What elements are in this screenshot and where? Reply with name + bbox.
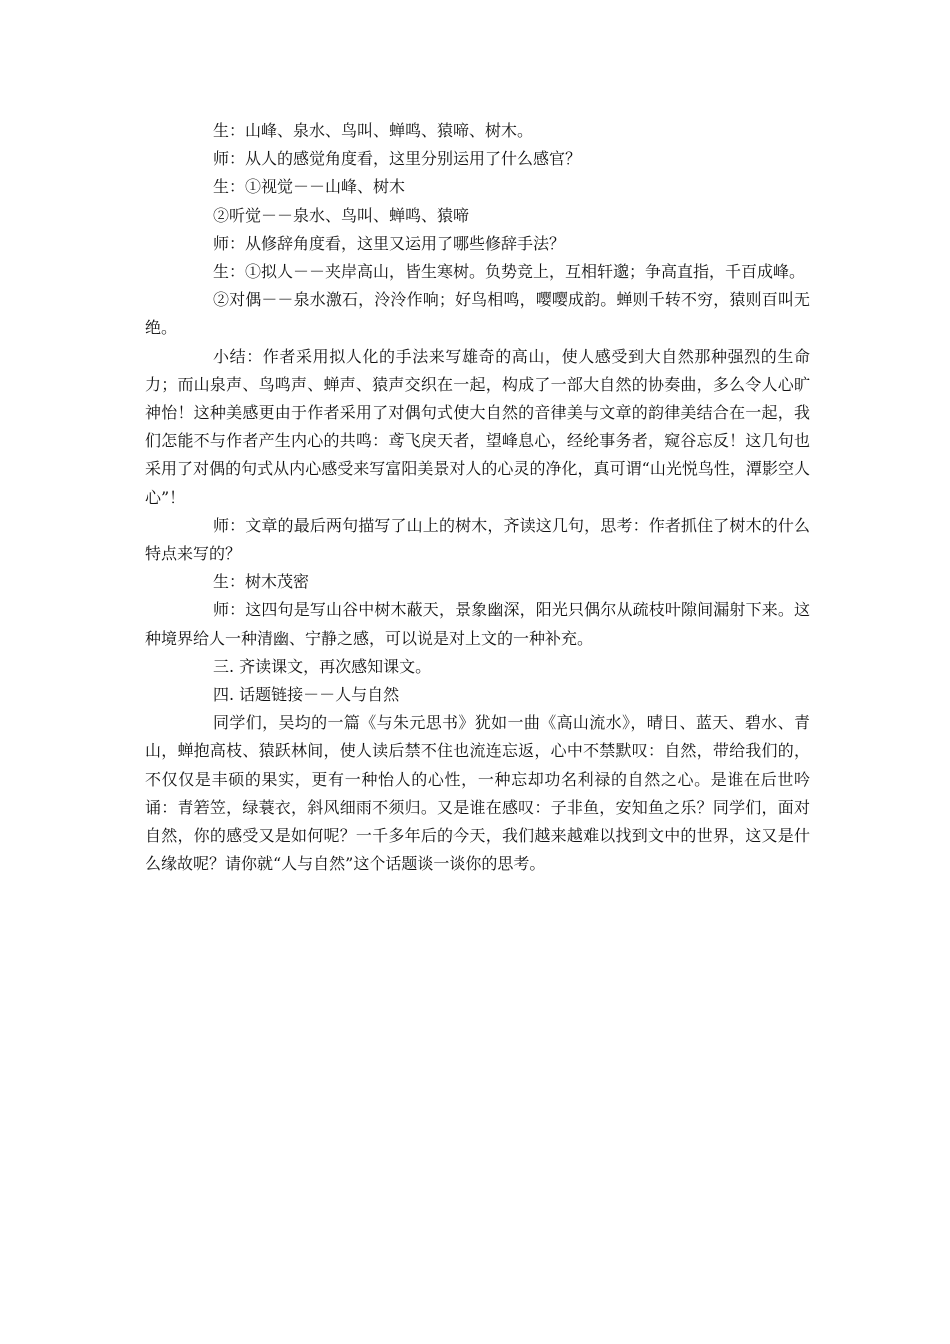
paragraph-teacher-explanation: 师：这四句是写山谷中树木蔽天，景象幽深，阳光只偶尔从疏枝叶隙间漏射下来。这种境界给人一种清幽、宁静之感，可以说是对上文的一种补充。 [145, 600, 810, 648]
paragraph-topic-discussion: 同学们，吴均的一篇《与朱元思书》犹如一曲《高山流水》，晴日、蓝天、碧水、青山，蝉抱高枝、猿跃林间，使人读后禁不住也流连忘返，心中不禁默叹：自然，带给我们的，不仅仅是丰硕的果实，更有一种怡人的心性，一种忘却功名利禄的自然之心。是谁在后世吟诵：青箬笠，绿蓑衣，斜风细雨不须归。又是谁在感叹：子非鱼，安知鱼之乐？同学们，面对自然，你的感受又是如何呢？一千多年后的今天，我们越来越难以找到文中的世界，这又是什么缘故呢？请你就“人与自然”这个话题谈一谈你的思考。 [145, 713, 810, 874]
document-body [145, 117, 810, 878]
paragraph-student-answer-1: 生：山峰、泉水、鸟叫、蝉鸣、猿啼、树木。 [213, 121, 534, 140]
section-heading-four: 四. 话题链接－－人与自然 [213, 685, 400, 705]
paragraph-student-trees-answer: 生：树木茂密 [213, 572, 310, 592]
paragraph-student-parallelism: ②对偶－－泉水激石，泠泠作响；好鸟相鸣，嘤嘤成韵。蝉则千转不穷，猿则百叫无绝。 [145, 290, 810, 338]
paragraph-student-personification: 生：①拟人－－夹岸高山，皆生寒树。负势竞上，互相轩邈；争高直指，千百成峰。 [213, 262, 806, 282]
paragraph-summary: 小结：作者采用拟人化的手法来写雄奇的高山，使人感受到大自然那种强烈的生命力；而山泉声、鸟鸣声、蝉声、猿声交织在一起，构成了一部大自然的协奏曲，多么令人心旷神怡！这种美感更由于作者采用了对偶句式使大自然的音律美与文章的韵律美结合在一起，我们怎能不与作者产生内心的共鸣：鸢飞戾天者，望峰息心，经纶事务者，窥谷忘反！这几句也采用了对偶的句式从内心感受来写富阳美景对人的心灵的净化，真可谓“山光悦鸟性，潭影空人心”！ [145, 346, 810, 507]
paragraph-teacher-question-trees: 师：文章的最后两句描写了山上的树木，齐读这几句，思考：作者抓住了树木的什么特点来写的？ [145, 515, 810, 564]
paragraph-student-visual: 生：①视觉－－山峰、树木 [213, 177, 406, 197]
paragraph-teacher-question-rhetoric: 师：从修辞角度看，这里又运用了哪些修辞手法？ [213, 233, 566, 253]
paragraph-student-auditory: ②听觉－－泉水、鸟叫、蝉鸣、猿啼 [213, 205, 470, 225]
section-heading-three: 三. 齐读课文，再次感知课文。 [213, 656, 432, 676]
paragraph-teacher-question-senses: 师：从人的感觉角度看，这里分别运用了什么感官？ [213, 149, 582, 169]
